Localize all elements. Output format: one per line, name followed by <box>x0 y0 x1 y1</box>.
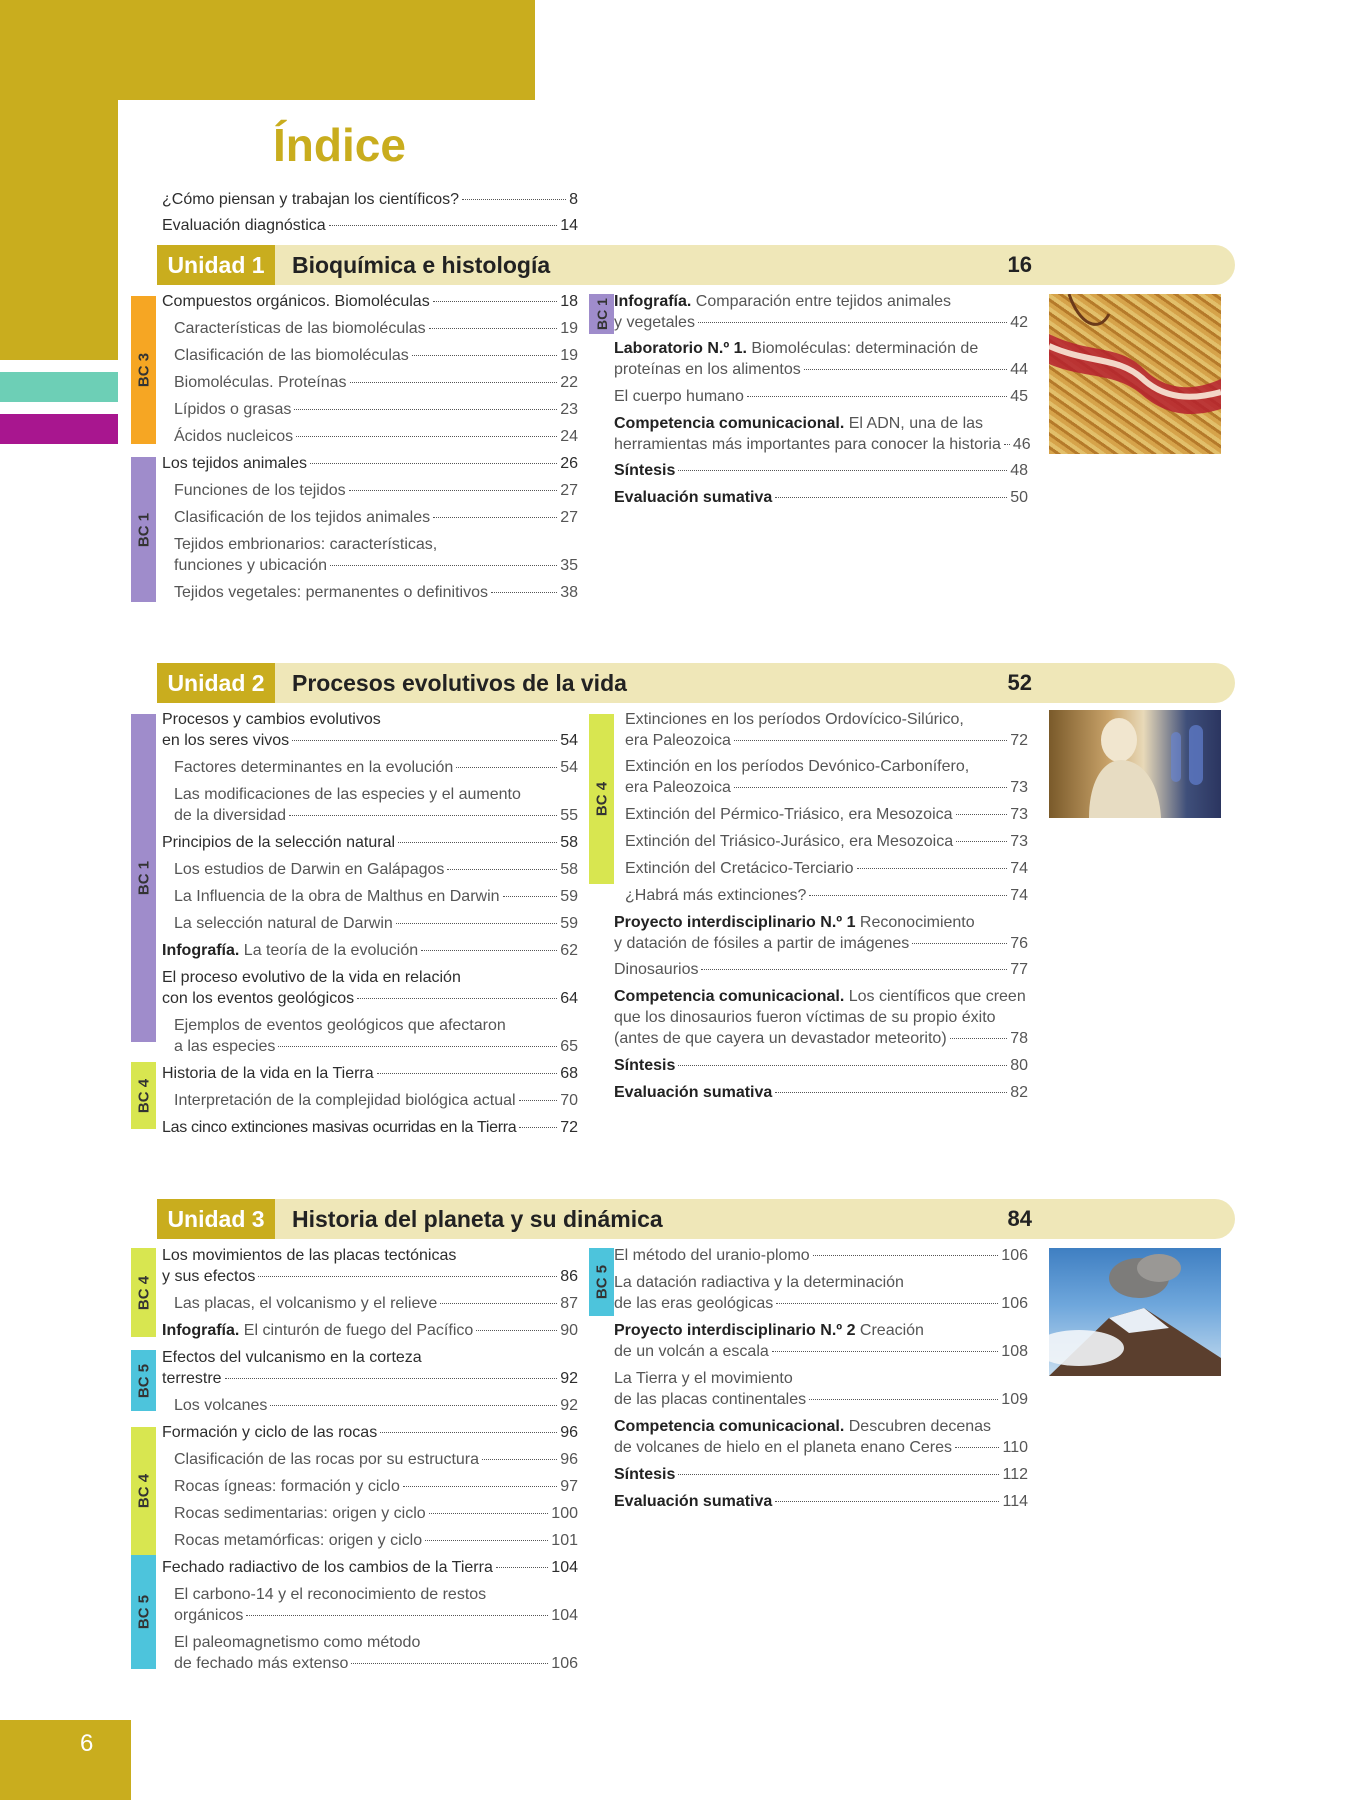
toc-subentry-line: Ejemplos de eventos geológicos que afectaron <box>174 1017 506 1034</box>
toc-subentry-line: El carbono-14 y el reconocimiento de restos <box>174 1586 487 1603</box>
toc-entry-title: a las especies <box>174 1038 276 1055</box>
toc-entry[interactable] <box>162 989 578 1009</box>
toc-entry-page: 101 <box>551 1532 578 1549</box>
toc-entry-page: 104 <box>551 1559 578 1576</box>
toc-entry-title: ¿Cómo piensan y trabajan los científicos? <box>162 191 460 208</box>
toc-entry-page: 24 <box>560 428 578 445</box>
toc-subentry[interactable] <box>625 731 1028 751</box>
toc-entry-title: Evaluación sumativa <box>614 1493 773 1510</box>
toc-entry[interactable] <box>162 1267 578 1287</box>
volcano-eruption-image <box>1049 1248 1221 1376</box>
toc-entry[interactable]: Infografía. La teoría de la evolución 62 <box>162 942 578 959</box>
toc-subentry[interactable] <box>174 1606 578 1626</box>
bc-tab: BC 4 <box>131 1427 156 1555</box>
toc-entry[interactable] <box>614 960 1028 980</box>
toc-entry-page: 86 <box>560 1268 578 1285</box>
toc-entry-title: Síntesis <box>614 1057 676 1074</box>
toc-entry-page: 54 <box>560 732 578 749</box>
toc-subentry[interactable] <box>625 805 1028 825</box>
toc-subentry[interactable] <box>625 886 1028 906</box>
page-title: Índice <box>273 119 406 171</box>
toc-entry-page: 42 <box>1010 314 1028 331</box>
toc-entry-title: Funciones de los tejidos <box>174 482 346 499</box>
toc-entry-title: La Influencia de la obra de Malthus en Darwin <box>174 888 500 905</box>
toc-entry-page: 73 <box>1010 806 1028 823</box>
toc-subentry[interactable] <box>174 1091 578 1111</box>
toc-entry[interactable] <box>614 488 1028 508</box>
toc-entry[interactable] <box>614 1465 1028 1485</box>
toc-subentry-line: Tejidos embrionarios: características, <box>174 536 438 553</box>
toc-entry-title: y sus efectos <box>162 1268 256 1285</box>
toc-entry-page: 70 <box>560 1092 578 1109</box>
toc-subentry[interactable] <box>174 1477 578 1497</box>
toc-entry[interactable] <box>614 934 1028 954</box>
toc-entry-page: 114 <box>1002 1493 1028 1510</box>
toc-subentry-line: Extinciones en los períodos Ordovícico-Silúrico, <box>625 711 964 728</box>
toc-entry-title: Fechado radiactivo de los cambios de la Tierra <box>162 1559 493 1576</box>
toc-entry-title: Formación y ciclo de las rocas <box>162 1424 378 1441</box>
toc-entry[interactable] <box>614 313 1028 333</box>
toc-subentry[interactable] <box>174 1037 578 1057</box>
toc-entry-title: Síntesis <box>614 1466 676 1483</box>
magenta-accent-strip <box>0 414 118 444</box>
toc-subentry[interactable] <box>625 859 1028 879</box>
toc-entry-page: 96 <box>560 1424 578 1441</box>
toc-subentry[interactable] <box>174 914 578 934</box>
toc-entry-line: La Tierra y el movimiento <box>614 1370 793 1387</box>
toc-entry-page: 82 <box>1010 1084 1028 1101</box>
toc-entry[interactable] <box>614 1029 1028 1049</box>
toc-subentry[interactable] <box>174 1294 578 1314</box>
toc-entry-title: Los tejidos animales <box>162 455 307 472</box>
toc-subentry[interactable] <box>174 806 578 826</box>
toc-entry-page: 68 <box>560 1065 578 1082</box>
unit-label: Unidad 3 <box>157 1199 275 1239</box>
toc-entry[interactable] <box>614 1083 1028 1103</box>
toc-subentry-line: Extinción en los períodos Devónico-Carbonífero, <box>625 758 970 775</box>
toc-subentry[interactable] <box>174 346 578 366</box>
toc-entry-page: 106 <box>551 1655 578 1672</box>
toc-subentry[interactable] <box>174 400 578 420</box>
toc-entry-page: 74 <box>1010 887 1028 904</box>
toc-entry-page: 58 <box>560 834 578 851</box>
bc-tab: BC 4 <box>131 1062 156 1129</box>
bc-tab: BC 1 <box>131 457 156 602</box>
toc-entry-title: de fechado más extenso <box>174 1655 349 1672</box>
toc-entry[interactable] <box>614 360 1028 380</box>
toc-entry-title: Características de las biomoléculas <box>174 320 426 337</box>
toc-entry-scientists[interactable] <box>162 190 578 210</box>
left-gold-band <box>0 0 118 360</box>
toc-entry-title: ¿Habrá más extinciones? <box>625 887 807 904</box>
toc-entry[interactable] <box>162 1369 578 1389</box>
toc-entry-title: Extinción del Cretácico-Terciario <box>625 860 854 877</box>
bc-tab: BC 5 <box>589 1248 614 1316</box>
unit-title: Historia del planeta y su dinámica <box>292 1206 663 1232</box>
toc-entry-page: 62 <box>560 942 578 959</box>
toc-subentry[interactable] <box>174 427 578 447</box>
toc-entry-title: Evaluación diagnóstica <box>162 217 326 234</box>
toc-subentry[interactable] <box>174 481 578 501</box>
toc-entry-page: 100 <box>551 1505 578 1522</box>
toc-entry-title: de volcanes de hielo en el planeta enano Ceres <box>614 1439 953 1456</box>
toc-entry-title: Clasificación de las rocas por su estructura <box>174 1451 480 1468</box>
unit-label: Unidad 1 <box>157 245 275 285</box>
toc-entry-title: herramientas más importantes para conocer la historia <box>614 436 1001 453</box>
toc-entry-page: 92 <box>560 1370 578 1387</box>
toc-entry-page: 18 <box>560 293 578 310</box>
toc-entry-title: Principios de la selección natural <box>162 834 396 851</box>
toc-entry-title: Factores determinantes en la evolución <box>174 759 454 776</box>
toc-entry-line: Infografía. Comparación entre tejidos animales <box>614 293 952 310</box>
toc-entry-title: (antes de que cayera un devastador meteorito) <box>614 1030 947 1047</box>
toc-entry[interactable] <box>614 387 1028 407</box>
toc-entry-title: terrestre <box>162 1370 222 1387</box>
toc-entry[interactable] <box>162 1423 578 1443</box>
toc-entry-line: Competencia comunicacional. El ADN, una de las <box>614 415 984 432</box>
toc-entry-page: 59 <box>560 888 578 905</box>
toc-entry-title: era Paleozoica <box>625 732 731 749</box>
toc-entry-page: 19 <box>560 320 578 337</box>
unit-1-header[interactable] <box>157 245 1235 285</box>
toc-entry-page: 19 <box>560 347 578 364</box>
toc-entry-line: Proyecto interdisciplinario N.º 1 Reconocimiento <box>614 914 975 931</box>
toc-entry-title: proteínas en los alimentos <box>614 361 801 378</box>
toc-entry-line: Competencia comunicacional. Los científicos que creen <box>614 988 1026 1005</box>
toc-entry-page: 65 <box>560 1038 578 1055</box>
toc-entry-page: 50 <box>1010 489 1028 506</box>
toc-entry-page: 58 <box>560 861 578 878</box>
toc-entry-title: Lípidos o grasas <box>174 401 292 418</box>
unit-3-header[interactable] <box>157 1199 1235 1239</box>
toc-subentry[interactable] <box>174 1504 578 1524</box>
toc-subentry[interactable] <box>174 758 578 778</box>
toc-entry-title: Clasificación de los tejidos animales <box>174 509 431 526</box>
toc-entry-page: 73 <box>1010 779 1028 796</box>
footer-gold-block <box>0 1720 131 1800</box>
toc-entry[interactable] <box>162 454 578 474</box>
toc-subentry[interactable] <box>174 583 578 603</box>
toc-entry-line: Laboratorio N.º 1. Biomoléculas: determinación de <box>614 340 979 357</box>
toc-entry-title: Interpretación de la complejidad biológica actual <box>174 1092 516 1109</box>
toc-entry-title: Rocas sedimentarias: origen y ciclo <box>174 1505 426 1522</box>
bc-tab: BC 1 <box>131 714 156 1042</box>
toc-entry-page: 46 <box>1012 436 1031 453</box>
toc-entry-title: Los volcanes <box>174 1397 268 1414</box>
toc-entry-title: Síntesis <box>614 462 676 479</box>
toc-entry[interactable] <box>162 1064 578 1084</box>
toc-entry-page: 27 <box>560 482 578 499</box>
toc-subentry[interactable] <box>174 319 578 339</box>
toc-entry-title: Dinosaurios <box>614 961 699 978</box>
teal-accent-strip <box>0 372 118 402</box>
unit-title: Procesos evolutivos de la vida <box>292 670 627 696</box>
unit-title: Bioquímica e histología <box>292 252 551 278</box>
toc-entry-title: Ácidos nucleicos <box>174 428 294 445</box>
toc-entry[interactable]: Infografía. El cinturón de fuego del Pacífico 90 <box>162 1322 578 1339</box>
toc-entry-title: Rocas metamórficas: origen y ciclo <box>174 1532 423 1549</box>
toc-entry-line: El proceso evolutivo de la vida en relación <box>162 969 461 986</box>
toc-entry-title: orgánicos <box>174 1607 244 1624</box>
toc-entry-page: 72 <box>560 1119 578 1136</box>
toc-entry-page: 38 <box>560 584 578 601</box>
toc-entry-page: 110 <box>1002 1439 1028 1456</box>
toc-entry-page: 48 <box>1010 462 1028 479</box>
toc-entry[interactable] <box>614 1390 1028 1410</box>
toc-entry-title: Clasificación de las biomoléculas <box>174 347 409 364</box>
toc-entry-title: Extinción del Pérmico-Triásico, era Mesozoica <box>625 806 953 823</box>
toc-entry-page: 22 <box>560 374 578 391</box>
bc-tab: BC 4 <box>589 714 614 884</box>
unit-page: 16 <box>1007 252 1032 277</box>
toc-entry-page: 55 <box>560 807 578 824</box>
toc-subentry-line: Las modificaciones de las especies y el aumento <box>174 786 521 803</box>
toc-entry[interactable] <box>614 1342 1028 1362</box>
toc-entry[interactable] <box>614 435 1031 455</box>
toc-entry-line: Competencia comunicacional. Descubren decenas <box>614 1418 992 1435</box>
toc-entry-page: 80 <box>1010 1057 1028 1074</box>
toc-entry[interactable] <box>162 833 578 853</box>
toc-entry-title: Biomoléculas. Proteínas <box>174 374 347 391</box>
toc-entry-page: 112 <box>1002 1466 1028 1483</box>
toc-entry-title: El cinturón de fuego del Pacífico <box>243 1322 474 1339</box>
toc-entry-title: y datación de fósiles a partir de imágenes <box>614 935 910 952</box>
unit-2-header[interactable] <box>157 663 1235 703</box>
toc-entry-page: 23 <box>560 401 578 418</box>
unit-page: 52 <box>1007 670 1032 695</box>
darwin-statue-image <box>1049 710 1221 818</box>
toc-entry-title: de las placas continentales <box>614 1391 807 1408</box>
toc-entry-line: Procesos y cambios evolutivos <box>162 711 381 728</box>
toc-entry[interactable] <box>614 461 1028 481</box>
toc-entry-title: Evaluación sumativa <box>614 1084 773 1101</box>
toc-entry-page: 64 <box>560 990 578 1007</box>
toc-entry-page: 73 <box>1010 833 1028 850</box>
toc-entry-page: 109 <box>1001 1391 1028 1408</box>
toc-subentry[interactable] <box>174 1450 578 1470</box>
toc-entry-line: La datación radiactiva y la determinación <box>614 1274 904 1291</box>
toc-subentry[interactable] <box>625 832 1028 852</box>
toc-entry[interactable] <box>614 1492 1028 1512</box>
bc-tab: BC 5 <box>131 1350 156 1411</box>
toc-entry[interactable] <box>162 731 578 751</box>
unit-page: 84 <box>1007 1206 1032 1231</box>
toc-entry-title: La selección natural de Darwin <box>174 915 393 932</box>
toc-subentry[interactable] <box>174 1396 578 1416</box>
toc-entry-page: 104 <box>551 1607 578 1624</box>
toc-subentry[interactable] <box>174 1654 578 1674</box>
toc-entry-title: La teoría de la evolución <box>243 942 419 959</box>
toc-entry-page: 97 <box>560 1478 578 1495</box>
toc-entry-page: 8 <box>569 191 578 208</box>
toc-entry-title: Rocas ígneas: formación y ciclo <box>174 1478 400 1495</box>
toc-entry-page: 106 <box>1001 1247 1028 1264</box>
tissue-micrograph-image <box>1049 294 1221 454</box>
toc-entry-title: Extinción del Triásico-Jurásico, era Mesozoica <box>625 833 954 850</box>
toc-entry-page: 108 <box>1001 1343 1028 1360</box>
toc-entry[interactable] <box>614 1438 1028 1458</box>
toc-entry-page: 96 <box>560 1451 578 1468</box>
toc-entry-page: 14 <box>560 217 578 234</box>
toc-entry-page: 26 <box>560 455 578 472</box>
toc-entry-page: 72 <box>1010 732 1028 749</box>
toc-subentry[interactable] <box>174 860 578 880</box>
toc-entry-page: 54 <box>560 759 578 776</box>
toc-entry-title: de las eras geológicas <box>614 1295 774 1312</box>
toc-entry-title: Tejidos vegetales: permanentes o definitivos <box>174 584 488 601</box>
toc-entry-title: El método del uranio-plomo <box>614 1247 810 1264</box>
toc-entry-page: 87 <box>560 1295 578 1312</box>
bc-tab: BC 1 <box>589 294 614 334</box>
toc-entry-title: El cuerpo humano <box>614 388 744 405</box>
toc-subentry-line: El paleomagnetismo como método <box>174 1634 421 1651</box>
toc-entry-page: 74 <box>1010 860 1028 877</box>
toc-entry-title: y vegetales <box>614 314 695 331</box>
toc-subentry[interactable] <box>174 1531 578 1551</box>
toc-entry-page: 77 <box>1010 961 1028 978</box>
toc-entry-page: 45 <box>1010 388 1028 405</box>
toc-entry-title: era Paleozoica <box>625 779 731 796</box>
toc-entry-title: de un volcán a escala <box>614 1343 769 1360</box>
toc-entry-title: de la diversidad <box>174 807 287 824</box>
toc-entry-title: funciones y ubicación <box>174 557 327 574</box>
toc-entry-title: con los eventos geológicos <box>162 990 355 1007</box>
toc-entry-page: 59 <box>560 915 578 932</box>
toc-entry-title: Evaluación sumativa <box>614 489 773 506</box>
bc-tab: BC 5 <box>131 1555 156 1669</box>
toc-entry[interactable] <box>614 1246 1028 1266</box>
toc-entry[interactable] <box>162 1558 578 1578</box>
toc-entry-page: 76 <box>1010 935 1028 952</box>
toc-entry-page: 35 <box>560 557 578 574</box>
toc-entry-title: Los estudios de Darwin en Galápagos <box>174 861 445 878</box>
toc-entry-line: Efectos del vulcanismo en la corteza <box>162 1349 422 1366</box>
toc-entry-line: Los movimientos de las placas tectónicas <box>162 1247 457 1264</box>
toc-subentry[interactable] <box>174 508 578 528</box>
toc-entry-line: que los dinosaurios fueron víctimas de su propio éxito <box>614 1009 996 1026</box>
toc-entry-page: 92 <box>560 1397 578 1414</box>
toc-entry-title: Las placas, el volcanismo y el relieve <box>174 1295 438 1312</box>
toc-subentry[interactable] <box>174 373 578 393</box>
toc-entry-title: en los seres vivos <box>162 732 290 749</box>
toc-entry-page: 44 <box>1010 361 1028 378</box>
toc-entry-title: Historia de la vida en la Tierra <box>162 1065 374 1082</box>
toc-entry-title: Compuestos orgánicos. Biomoléculas <box>162 293 430 310</box>
toc-entry[interactable] <box>162 292 578 312</box>
toc-subentry[interactable] <box>174 887 578 907</box>
toc-entry[interactable] <box>162 1118 578 1138</box>
toc-entry[interactable] <box>614 1056 1028 1076</box>
page-number: 6 <box>80 1730 94 1757</box>
toc-entry-page: 27 <box>560 509 578 526</box>
toc-subentry[interactable] <box>174 556 578 576</box>
bc-tab: BC 4 <box>131 1248 156 1337</box>
toc-entry-page: 106 <box>1001 1295 1028 1312</box>
toc-entry-line: Proyecto interdisciplinario N.º 2 Creación <box>614 1322 924 1339</box>
toc-entry-title: Las cinco extinciones masivas ocurridas en la Tierra <box>162 1119 517 1136</box>
toc-entry-page: 78 <box>1010 1030 1028 1047</box>
toc-subentry[interactable] <box>625 778 1028 798</box>
bc-tab: BC 3 <box>131 296 156 444</box>
toc-entry-page: 90 <box>560 1322 578 1339</box>
toc-entry-diagnostic[interactable] <box>162 216 578 236</box>
toc-entry[interactable] <box>614 1294 1028 1314</box>
unit-label: Unidad 2 <box>157 663 275 703</box>
